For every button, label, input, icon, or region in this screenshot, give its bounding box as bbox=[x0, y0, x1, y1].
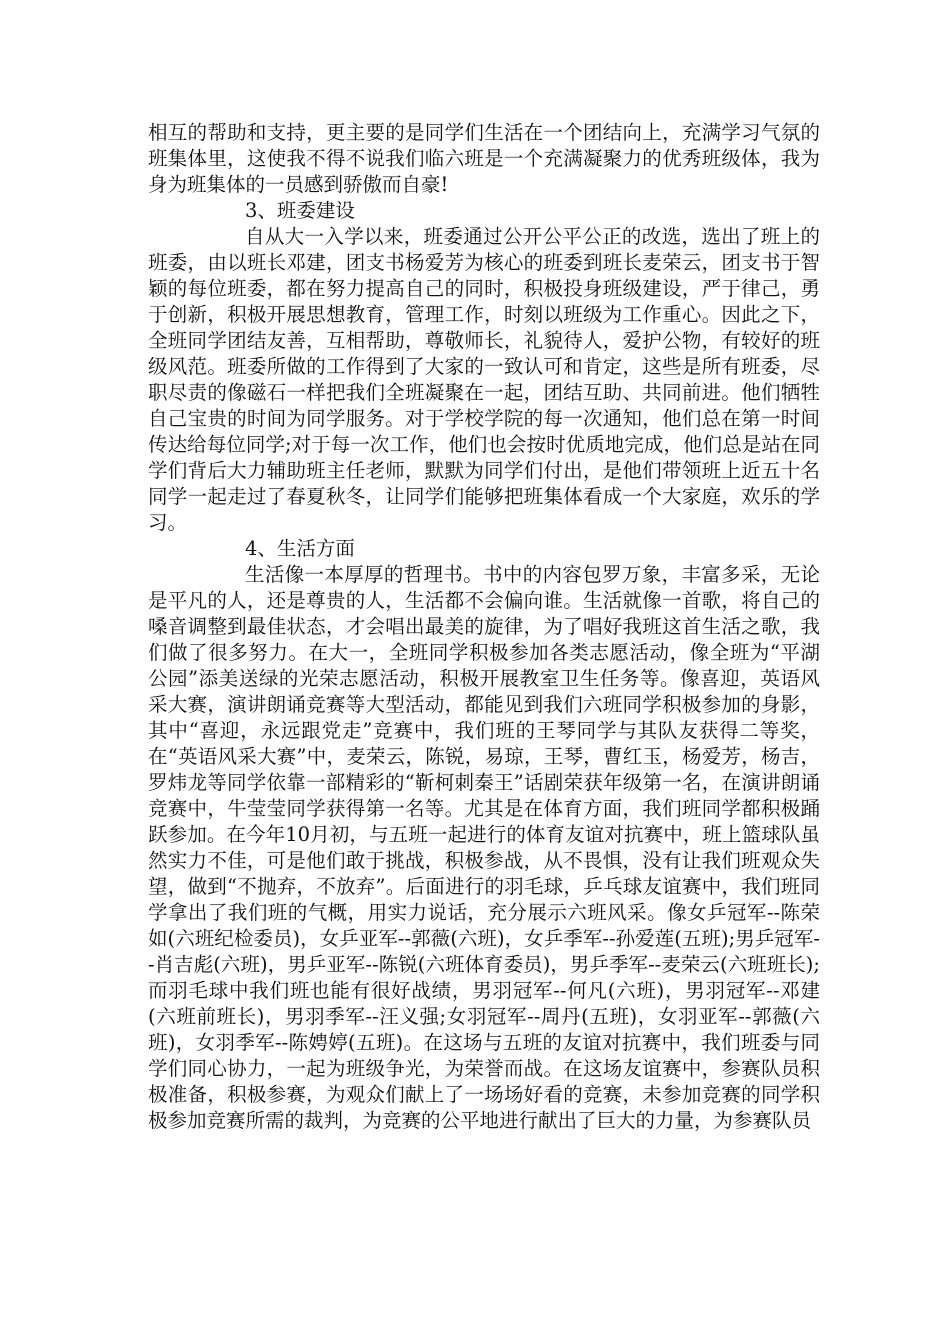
paragraph-class-committee: 自从大一入学以来，班委通过公开公平公正的改选，选出了班上的班委，由以班长邓建，团支书杨爱芳为核心的班委到班长麦荣云，团支书于智颖的每位班委，都在努力提高自己的同时，积极投身班级建设，严于律己，勇于创新，积极开展思想教育，管理工作，时刻以班级为工作重心。因此之下，全班同学团结友善，互相帮助，尊敬师长，礼貌待人，爱护公物，有较好的班级风范。班委所做的工作得到了大家的一致认可和肯定，这些是所有班委，尽职尽责的像磁石一样把我们全班凝聚在一起，团结互助、共同前进。他们牺牲自己宝贵的时间为同学服务。对于学校学院的每一次通知，他们总在第一时间传达给每位同学;对于每一次工作，他们也会按时优质地完成，他们总是站在同学们背后大力辅助班主任老师，默默为同学们付出，是他们带领班上近五十名同学一起走过了春夏秋冬，让同学们能够把班集体看成一个大家庭，欢乐的学习。 bbox=[148, 225, 820, 534]
paragraph-life: 生活像一本厚厚的哲理书。书中的内容包罗万象，丰富多采，无论是平凡的人，还是尊贵的人，生活都不会偏向谁。生活就像一首歌，将自己的嗓音调整到最佳状态，才会唱出最美的旋律，为了唱好我班这首生活之歌，我们做了很多努力。在大一，全班同学积极参加各类志愿活动，像全班为“平湖公园”添美送绿的光荣志愿活动，积极开展教室卫生任务等。像喜迎，英语风采大赛，演讲朗诵竞赛等大型活动，都能见到我们六班同学积极参加的身影，其中“喜迎，永远跟党走”竞赛中，我们班的王琴同学与其队友获得二等奖，在“英语风采大赛”中，麦荣云，陈锐，易琼，王琴，曹红玉，杨爱芳，杨吉，罗炜龙等同学依靠一部精彩的“靳柯刺秦王”话剧荣获年级第一名，在演讲朗诵竞赛中，牛莹莹同学获得第一名等。尤其是在体育方面，我们班同学都积极踊跃参加。在今年10月初，与五班一起进行的体育友谊对抗赛中，班上篮球队虽然实力不佳，可是他们敢于挑战，积极参战，从不畏惧，没有让我们班观众失望，做到“不抛弃，不放弃”。后面进行的羽毛球，乒乓球友谊赛中，我们班同学拿出了我们班的气概，用实力说话，充分展示六班风采。像女乒冠军--陈荣如(六班纪检委员)，女乒亚军--郭薇(六班)，女乒季军--孙爱莲(五班);男乒冠军--肖吉彪(六班)，男乒亚军--陈锐(六班体育委员)，男乒季军--麦荣云(六班班长);而羽毛球中我们班也能有很好战绩，男羽冠军--何凡(六班)，男羽冠军--邓建(六班前班长)，男羽季军--汪义强;女羽冠军--周丹(五班)，女羽亚军--郭薇(六班)，女羽季军--陈娉婷(五班)。在这场与五班的友谊对抗赛中，我们班委与同学们同心协力，一起为班级争光，为荣誉而战。在这场友谊赛中，参赛队员积极准备，积极参赛，为观众们献上了一场场好看的竞赛，未参加竞赛的同学积极参加竞赛所需的裁判，为竞赛的公平地进行献出了巨大的力量，为参赛队员 bbox=[148, 563, 820, 1132]
document-body bbox=[148, 120, 820, 1134]
section-heading-life: 4、生活方面 bbox=[245, 537, 355, 560]
paragraph-class-cohesion-ending: 相互的帮助和支持，更主要的是同学们生活在一个团结向上，充满学习气氛的班集体里，这使我不得不说我们临六班是一个充满凝聚力的优秀班级体，我为身为班集体的一员感到骄傲而自豪! bbox=[148, 121, 820, 196]
section-heading-class-committee: 3、班委建设 bbox=[245, 199, 355, 222]
